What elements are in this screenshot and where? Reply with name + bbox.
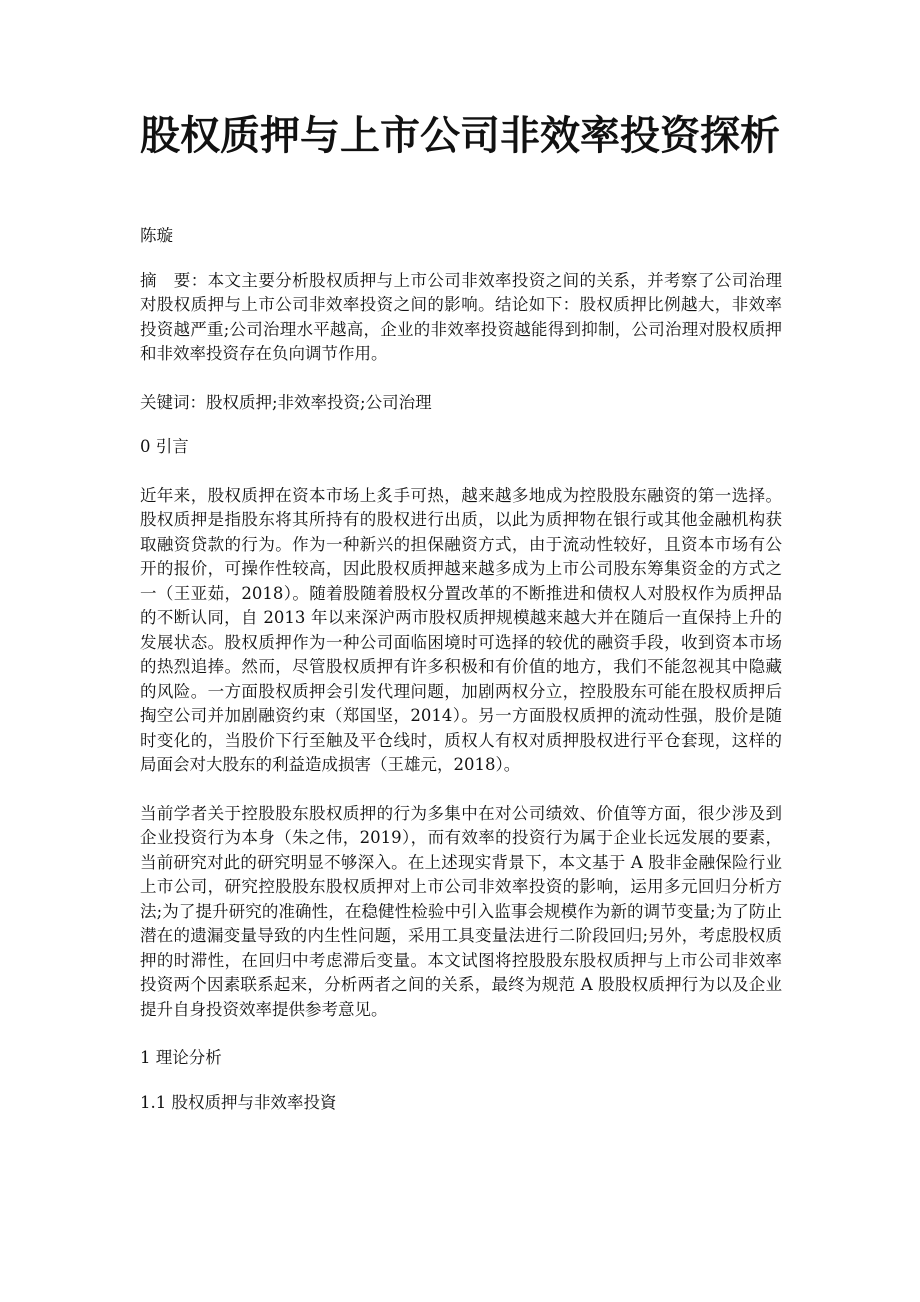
subsection-heading: 1.1 股权质押与非效率投資 (140, 1092, 337, 1112)
body-paragraph: 近年来，股权质押在资本市场上炙手可热，越来越多地成为控股股东融资的第一选择。股权质押是指股东将其所持有的股权进行出质，以此为质押物在银行或其他金融机构获取融资贷款的行为。作为一种新兴的担保融资方式，由于流动性较好，且资本市场有公开的报价，可操作性较高，因此股权质押越来越多成为上市公司股东筹集资金的方式之一（王亚茹，2018）。随着股随着股权分置改革的不断推进和债权人对股权作为质押品的不断认同，自 2013 年以来深沪两市股权质押规模越来越大并在随后一直保持上升的发展状态。股权质押作为一种公司面临困境时可选择的较优的融资手段，收到资本市场的热烈追捧。然而，尽管股权质押有许多积极和有价值的地方，我们不能忽视其中隐藏的风险。一方面股权质押会引发代理问题，加剧两权分立，控股股东可能在股权质押后掏空公司并加剧融资约束（郑国坚，2014）。另一方面股权质押的流动性强，股价是随时变化的，当股价下行至触及平仓线时，质权人有权对质押股权进行平仓套现，这样的局面会对大股东的利益造成损害（王雄元，2018）。 (140, 485, 782, 774)
author-name: 陈璇 (140, 226, 173, 245)
abstract-paragraph: 摘 要：本文主要分析股权质押与上市公司非效率投资之间的关系，并考察了公司治理对股权质押与上市公司非效率投资之间的影响。结论如下：股权质押比例越大，非效率投资越严重;公司治理水平越高，企业的非效率投资越能得到抑制，公司治理对股权质押和非效率投资存在负向调节作用。 (140, 270, 782, 363)
paper-body (140, 224, 782, 1139)
section-heading-introduction: 0 引言 (140, 437, 189, 456)
body-paragraph: 当前学者关于控股股东股权质押的行为多集中在对公司绩效、价值等方面，很少涉及到企业投资行为本身（朱之伟，2019），而有效率的投资行为属于企业长远发展的要素，当前研究对此的研究明显不够深入。在上述现实背景下，本文基于 A 股非金融保险行业上市公司，研究控股股东股权质押对上市公司非效率投资的影响，运用多元回归分析方法;为了提升研究的准确性，在稳健性检验中引入监事会规模作为新的调节变量;为了防止潜在的遗漏变量导致的内生性问题，采用工具变量法进行二阶段回归;另外，考虑股权质押的时滞性，在回归中考虑滞后变量。本文试图将控股股东股权质押与上市公司非效率投资两个因素联系起来，分析两者之间的关系，最终为规范 A 股股权质押行为以及企业提升自身投资效率提供参考意见。 (140, 803, 782, 1019)
section-heading-theory: 1 理论分析 (140, 1048, 222, 1067)
keywords-line: 关键词：股权质押;非效率投资;公司治理 (140, 392, 432, 412)
paper-title: 股权质押与上市公司非效率投资探析 (140, 112, 780, 159)
